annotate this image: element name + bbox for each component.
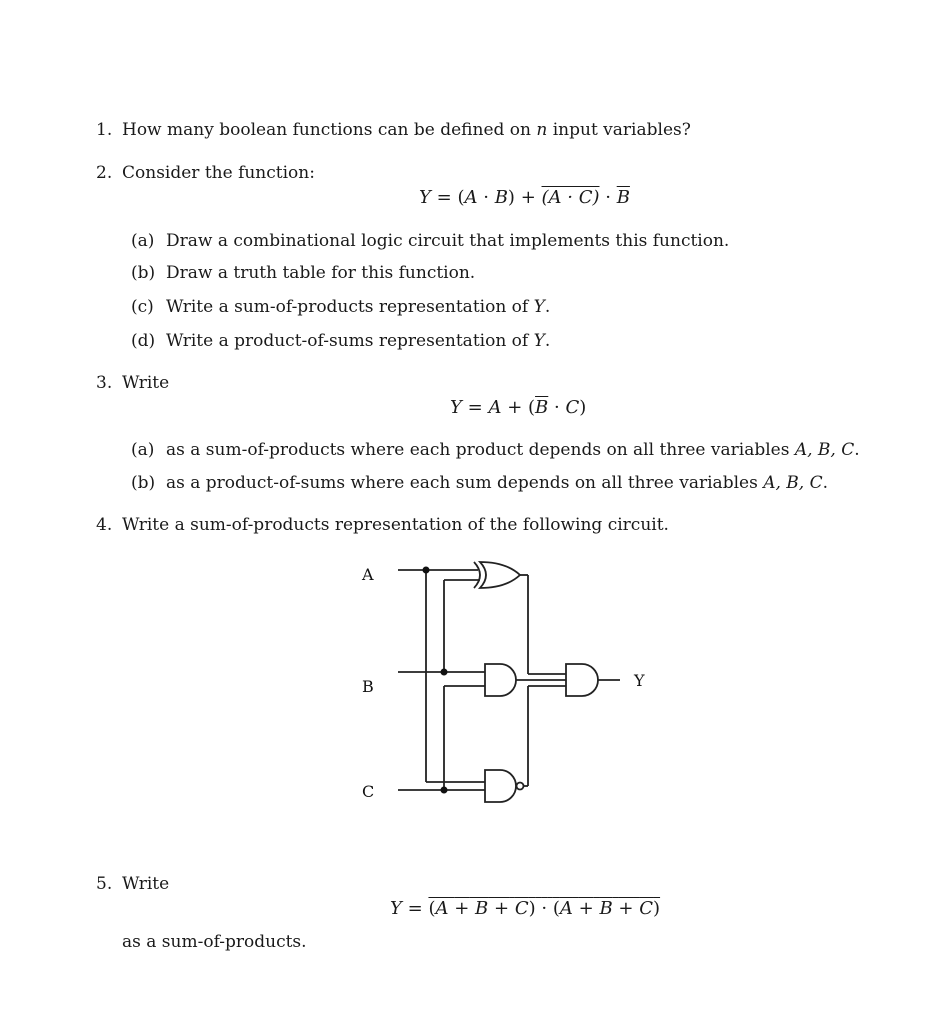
part-text-suffix: . — [544, 297, 551, 317]
eq-lhs: Y — [390, 898, 402, 919]
eq-var-b-bar: $\overline{B}$ — [616, 187, 630, 208]
eq-plus: + — [578, 898, 594, 919]
nand-bubble — [517, 783, 524, 790]
question-text-prefix: How many boolean functions can be defined on — [122, 120, 537, 140]
eq-var-b-bar: B — [475, 898, 489, 919]
eq-var-b-bar: $\overline{B}$ — [535, 397, 549, 418]
variable-n: n — [536, 120, 548, 140]
part-text-prefix: Write a product-of-sums representation of — [166, 331, 534, 351]
part-text-suffix: . — [544, 331, 551, 351]
part-text — [166, 440, 860, 460]
part-text — [166, 473, 828, 493]
question-text — [122, 120, 691, 140]
part-text: Draw a truth table for this function. — [166, 263, 476, 283]
input-label-a: A — [362, 565, 374, 584]
xor-gate — [480, 562, 520, 588]
eq-plus: + — [520, 187, 536, 208]
eq-dot: · — [541, 898, 548, 919]
eq-equals: = — [407, 898, 423, 919]
question-after-text: as a sum-of-products. — [122, 932, 307, 952]
part-text-end: . — [854, 440, 860, 460]
eq-equals: = — [467, 397, 483, 418]
part-text — [166, 297, 550, 317]
eq-var-b: B — [599, 898, 613, 919]
eq-var-c-bar: C — [514, 898, 529, 919]
question-text-suffix: input variables? — [547, 120, 691, 140]
eq-paren: ) — [579, 397, 587, 418]
variables-abc: A, B, C — [794, 440, 855, 460]
junction-c — [441, 787, 448, 794]
part-text — [166, 331, 550, 351]
eq-paren: ( — [528, 397, 536, 418]
eq-plus: + — [454, 898, 470, 919]
eq-paren: ( — [428, 898, 436, 919]
eq-var-c-bar: C — [639, 898, 654, 919]
eq-plus: + — [618, 898, 634, 919]
part-label: (a) — [131, 231, 155, 251]
question-number: 2. — [96, 163, 113, 183]
part-label: (b) — [131, 473, 156, 493]
variables-abc: A, B, C — [763, 473, 823, 493]
eq-paren: ) — [528, 898, 536, 919]
eq-var-a: A — [464, 187, 478, 208]
eq-dot: · — [605, 187, 611, 208]
question-intro: Consider the function: — [122, 163, 315, 183]
part-text-prefix: Write a sum-of-products representation of — [166, 297, 534, 317]
eq-var-a: A — [435, 898, 449, 919]
xor-gate-extra-arc — [474, 562, 480, 588]
eq-overlined-group: (A · C) — [541, 187, 600, 208]
part-label: (a) — [131, 440, 155, 460]
question-number: 3. — [96, 373, 113, 393]
and-gate-middle — [485, 664, 516, 696]
eq-var-c: C — [565, 397, 580, 418]
eq-lhs: Y — [419, 187, 431, 208]
eq-var-a: A — [488, 397, 502, 418]
variable-y: Y — [533, 297, 545, 317]
input-label-b: B — [362, 677, 374, 696]
part-text-main: as a product-of-sums where each sum depends on all three variables — [166, 473, 764, 493]
part-text-end: . — [822, 473, 829, 493]
question-number: 4. — [96, 515, 113, 535]
eq-paren: ) — [507, 187, 515, 208]
equation-q2 — [419, 187, 630, 208]
question-intro: Write — [122, 874, 170, 894]
question-text: Write a sum-of-products representation of the following circuit. — [122, 515, 669, 535]
question-intro: Write — [122, 373, 170, 393]
eq-equals: = — [436, 187, 452, 208]
part-label: (d) — [131, 331, 156, 351]
output-label-y: Y — [634, 671, 645, 690]
eq-paren: ( — [552, 898, 560, 919]
nand-gate — [485, 770, 516, 802]
equation-q5 — [390, 898, 660, 919]
input-label-c: C — [362, 782, 375, 801]
eq-paren: ( — [457, 187, 465, 208]
eq-plus: + — [494, 898, 510, 919]
eq-var-b: B — [494, 187, 508, 208]
eq-overlined-expression — [428, 898, 660, 919]
eq-paren: ) — [653, 898, 661, 919]
part-text: Draw a combinational logic circuit that implements this function. — [166, 231, 730, 251]
question-number: 5. — [96, 874, 113, 894]
part-label: (b) — [131, 263, 156, 283]
and-gate-final — [566, 664, 598, 696]
eq-lhs: Y — [450, 397, 462, 418]
question-number: 1. — [96, 120, 113, 140]
part-label: (c) — [131, 297, 154, 317]
eq-dot: · — [554, 397, 560, 418]
eq-dot: · — [483, 187, 489, 208]
part-text-main: as a sum-of-products where each product depends on all three variables — [166, 440, 795, 460]
junction-a — [423, 567, 430, 574]
variable-y: Y — [533, 331, 545, 351]
eq-var-a-bar: A — [559, 898, 573, 919]
equation-q3 — [450, 397, 586, 418]
junction-b — [441, 669, 448, 676]
eq-plus: + — [507, 397, 523, 418]
